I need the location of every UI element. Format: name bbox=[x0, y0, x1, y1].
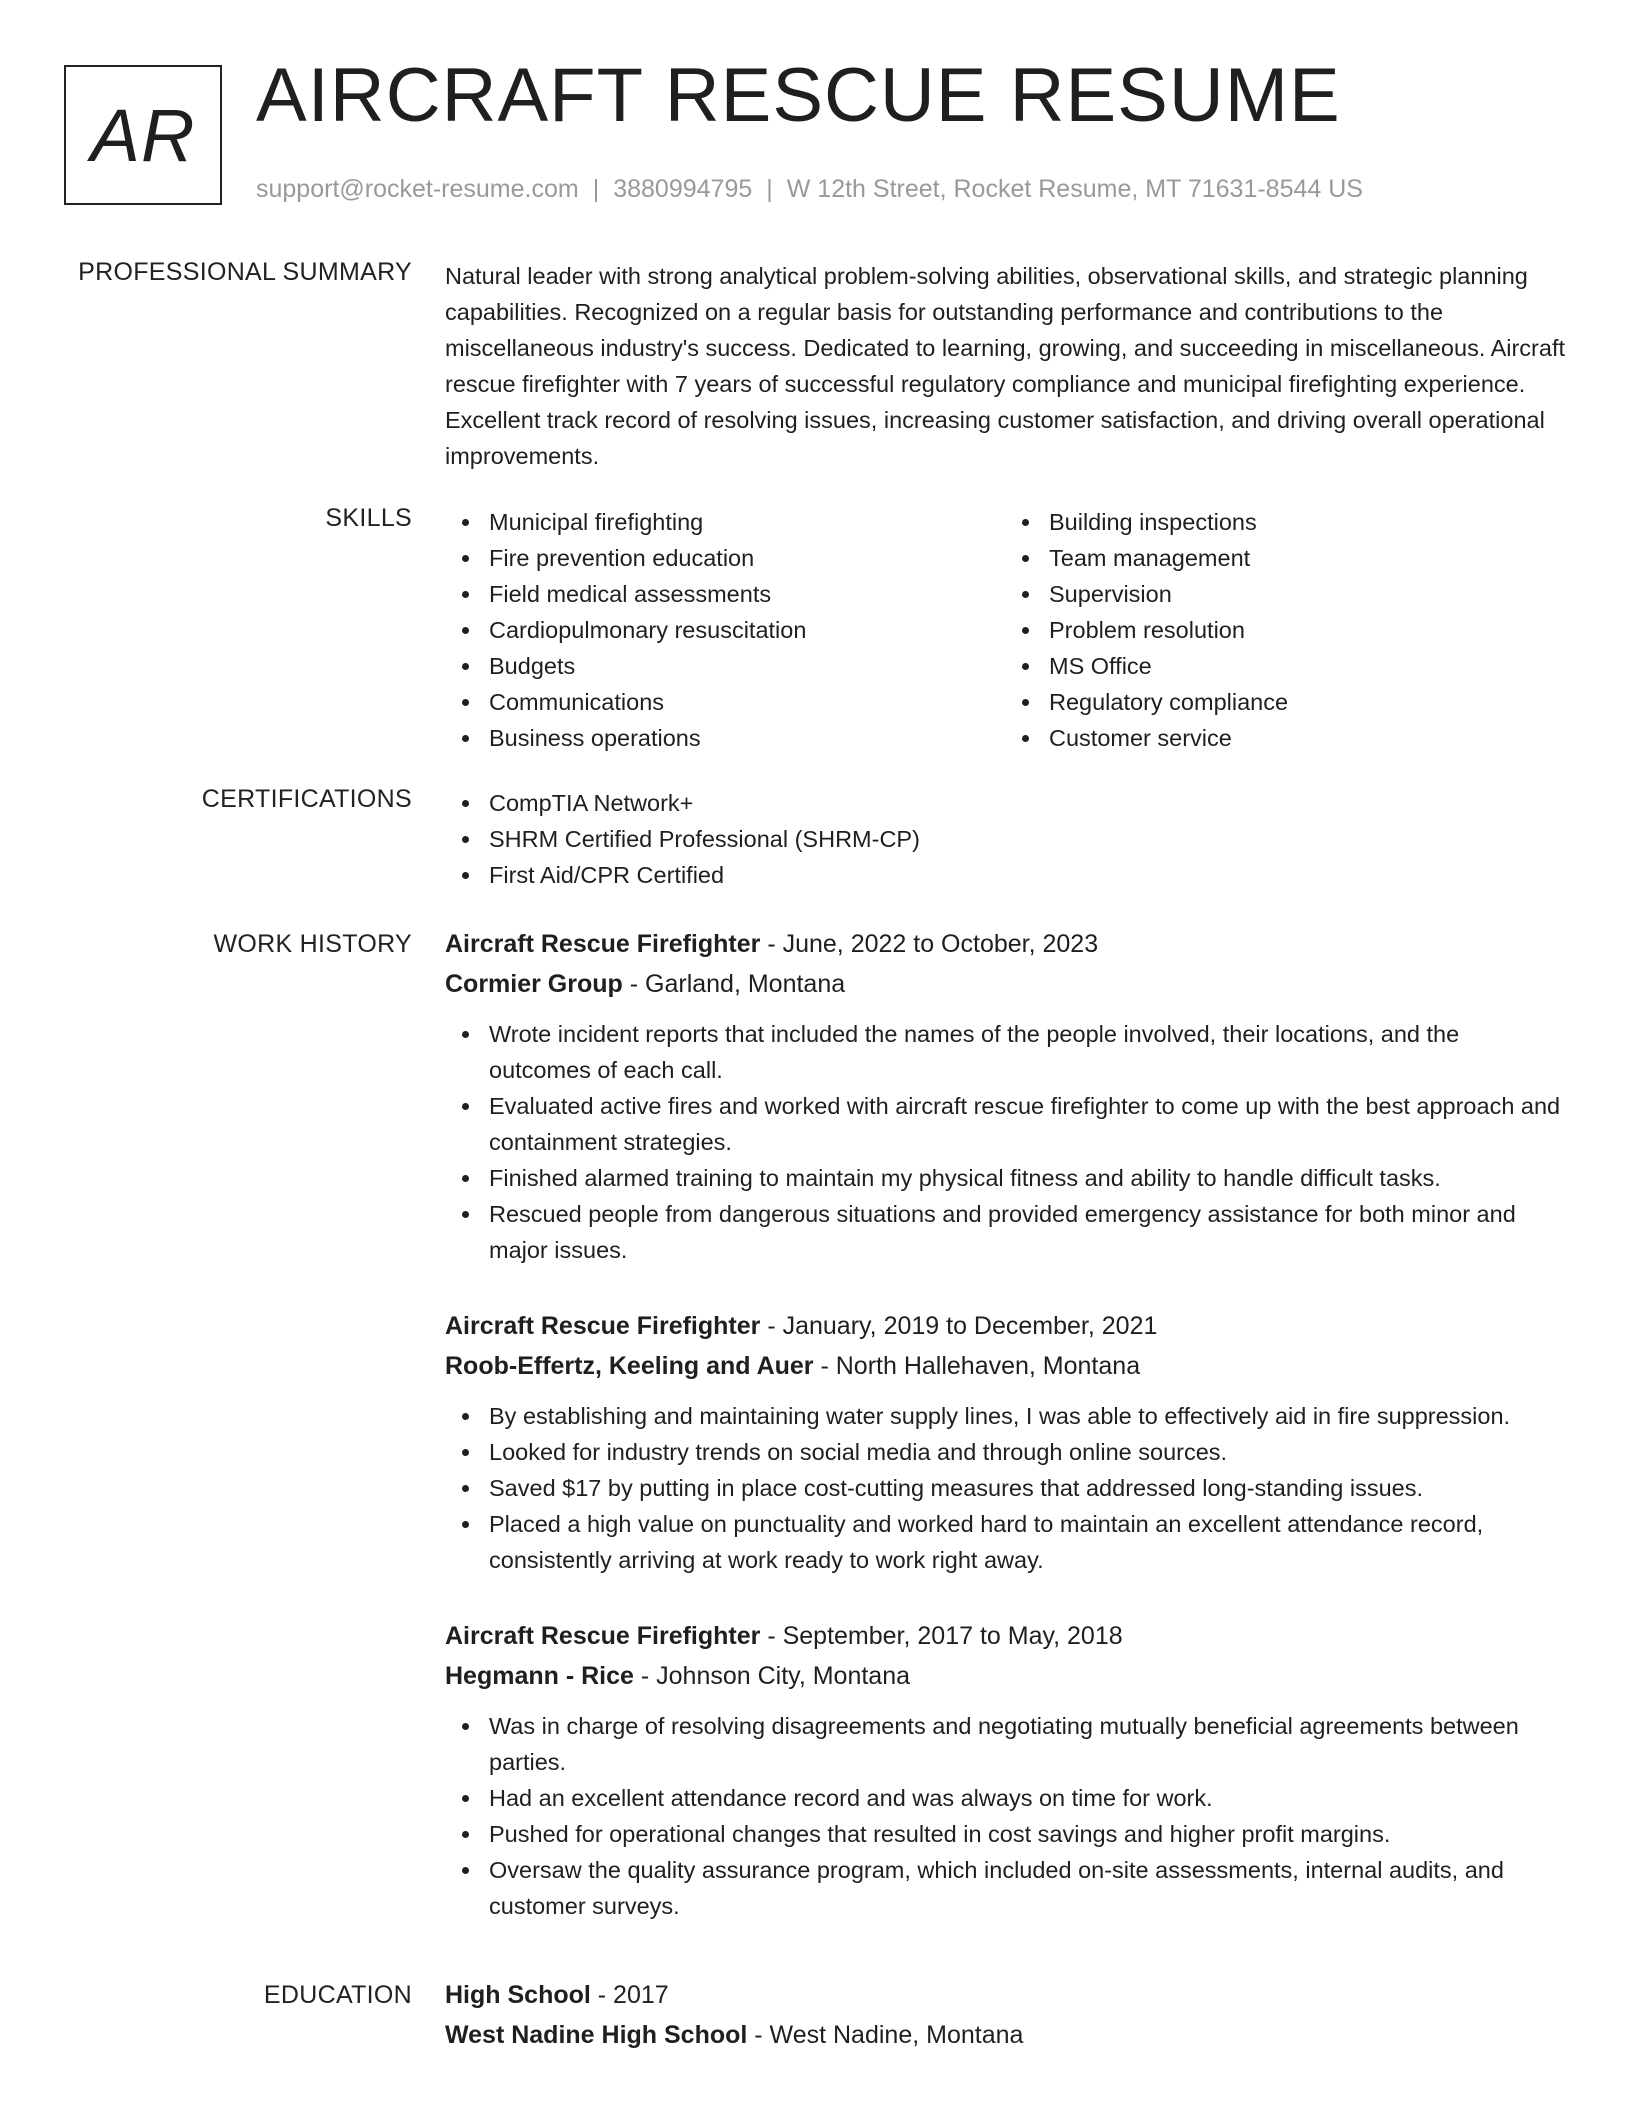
skill-item: Budgets bbox=[489, 648, 1005, 684]
certifications-body bbox=[445, 785, 1565, 893]
job-location: - Johnson City, Montana bbox=[633, 1662, 910, 1690]
job-duty: Was in charge of resolving disagreements and negotiating mutually beneficial agreements between parties. bbox=[489, 1708, 1565, 1780]
job-duty: Had an excellent attendance record and was always on time for work. bbox=[489, 1780, 1565, 1816]
skill-item: Team management bbox=[1049, 540, 1565, 576]
job-duty: Looked for industry trends on social media and through online sources. bbox=[489, 1434, 1565, 1470]
monogram-box bbox=[64, 65, 222, 205]
job-entry bbox=[445, 1616, 1565, 1924]
skill-item: Cardiopulmonary resuscitation bbox=[489, 612, 1005, 648]
job-title: Aircraft Rescue Firefighter bbox=[445, 930, 761, 958]
certifications-heading: CERTIFICATIONS bbox=[201, 785, 412, 813]
work-history-heading: WORK HISTORY bbox=[213, 930, 412, 958]
skill-item: Municipal firefighting bbox=[489, 504, 1005, 540]
education-heading: EDUCATION bbox=[263, 1981, 412, 2009]
contact-separator: | bbox=[766, 175, 773, 203]
certification-item: CompTIA Network+ bbox=[489, 785, 1565, 821]
summary-body bbox=[445, 258, 1565, 474]
job-title: Aircraft Rescue Firefighter bbox=[445, 1622, 761, 1650]
education-year: - 2017 bbox=[590, 1981, 669, 2009]
contact-address: W 12th Street, Rocket Resume, MT 71631-8544 US bbox=[786, 175, 1363, 203]
education-degree: High School bbox=[445, 1981, 591, 2009]
job-title-line bbox=[445, 1616, 1565, 1656]
job-dates: - January, 2019 to December, 2021 bbox=[760, 1312, 1158, 1340]
summary-heading: PROFESSIONAL SUMMARY bbox=[78, 258, 412, 286]
education-location: - West Nadine, Montana bbox=[747, 2021, 1024, 2049]
certification-item: SHRM Certified Professional (SHRM-CP) bbox=[489, 821, 1565, 857]
job-dates: - September, 2017 to May, 2018 bbox=[760, 1622, 1123, 1650]
skill-item: MS Office bbox=[1049, 648, 1565, 684]
job-entry bbox=[445, 1306, 1565, 1578]
certifications-list bbox=[445, 785, 1565, 893]
job-duty: Finished alarmed training to maintain my physical fitness and ability to handle difficult tasks. bbox=[489, 1160, 1565, 1196]
contact-phone: 3880994795 bbox=[613, 175, 753, 203]
job-duty: By establishing and maintaining water supply lines, I was able to effectively aid in fire suppression. bbox=[489, 1398, 1565, 1434]
contact-separator: | bbox=[592, 175, 600, 203]
skill-item: Problem resolution bbox=[1049, 612, 1565, 648]
job-duty: Oversaw the quality assurance program, which included on-site assessments, internal audits, and customer surveys. bbox=[489, 1852, 1565, 1924]
job-duty: Rescued people from dangerous situations and provided emergency assistance for both minor and major issues. bbox=[489, 1196, 1565, 1268]
contact-email: support@rocket-resume.com bbox=[256, 175, 579, 203]
job-company-line bbox=[445, 964, 1565, 1004]
skills-heading: SKILLS bbox=[325, 504, 412, 532]
education-body bbox=[445, 1975, 1565, 2055]
job-company-line bbox=[445, 1346, 1565, 1386]
skills-list-left bbox=[445, 504, 1005, 756]
skill-item: Communications bbox=[489, 684, 1005, 720]
job-title: Aircraft Rescue Firefighter bbox=[445, 1312, 761, 1340]
job-duty: Evaluated active fires and worked with aircraft rescue firefighter to come up with the best approach and containment strategies. bbox=[489, 1088, 1565, 1160]
job-entry bbox=[445, 924, 1565, 1268]
skills-list-right bbox=[1005, 504, 1565, 756]
job-company: Hegmann - Rice bbox=[445, 1662, 634, 1690]
job-company: Roob-Effertz, Keeling and Auer bbox=[445, 1352, 814, 1380]
education-degree-line bbox=[445, 1975, 1565, 2015]
job-title-line bbox=[445, 1306, 1565, 1346]
skill-item: Building inspections bbox=[1049, 504, 1565, 540]
monogram-initials: AR bbox=[90, 93, 196, 177]
education-school: West Nadine High School bbox=[445, 2021, 748, 2049]
skills-grid bbox=[445, 504, 1565, 756]
job-duties bbox=[445, 1398, 1565, 1578]
skill-item: Business operations bbox=[489, 720, 1005, 756]
summary-text: Natural leader with strong analytical problem-solving abilities, observational skills, and strategic planning capabilities. Recognized on a regular basis for outstanding performance and contributions to the miscellaneous industry's success. Dedicated to learning, growing, and succeeding in miscellaneous. Aircraft rescue firefighter with 7 years of successful regulatory compliance and municipal firefighting experience. Excellent track record of resolving issues, increasing customer satisfaction, and driving overall operational improvements. bbox=[445, 263, 1566, 469]
job-location: - Garland, Montana bbox=[622, 970, 846, 998]
job-company: Cormier Group bbox=[445, 970, 623, 998]
contact-line bbox=[256, 175, 1363, 204]
skill-item: Regulatory compliance bbox=[1049, 684, 1565, 720]
skill-item: Field medical assessments bbox=[489, 576, 1005, 612]
job-duty: Placed a high value on punctuality and worked hard to maintain an excellent attendance record, consistently arriving at work ready to work right away. bbox=[489, 1506, 1565, 1578]
job-duty: Saved $17 by putting in place cost-cutting measures that addressed long-standing issues. bbox=[489, 1470, 1565, 1506]
certification-item: First Aid/CPR Certified bbox=[489, 857, 1565, 893]
skill-item: Customer service bbox=[1049, 720, 1565, 756]
skill-item: Fire prevention education bbox=[489, 540, 1005, 576]
job-duty: Pushed for operational changes that resulted in cost savings and higher profit margins. bbox=[489, 1816, 1565, 1852]
skill-item: Supervision bbox=[1049, 576, 1565, 612]
resume-title: AIRCRAFT RESCUE RESUME bbox=[256, 53, 1341, 138]
job-location: - North Hallehaven, Montana bbox=[813, 1352, 1141, 1380]
education-school-line bbox=[445, 2015, 1565, 2055]
job-duties bbox=[445, 1708, 1565, 1924]
job-title-line bbox=[445, 924, 1565, 964]
job-duty: Wrote incident reports that included the names of the people involved, their locations, and the outcomes of each call. bbox=[489, 1016, 1565, 1088]
job-dates: - June, 2022 to October, 2023 bbox=[760, 930, 1099, 958]
job-company-line bbox=[445, 1656, 1565, 1696]
job-duties bbox=[445, 1016, 1565, 1268]
work-history-body bbox=[445, 924, 1565, 1924]
